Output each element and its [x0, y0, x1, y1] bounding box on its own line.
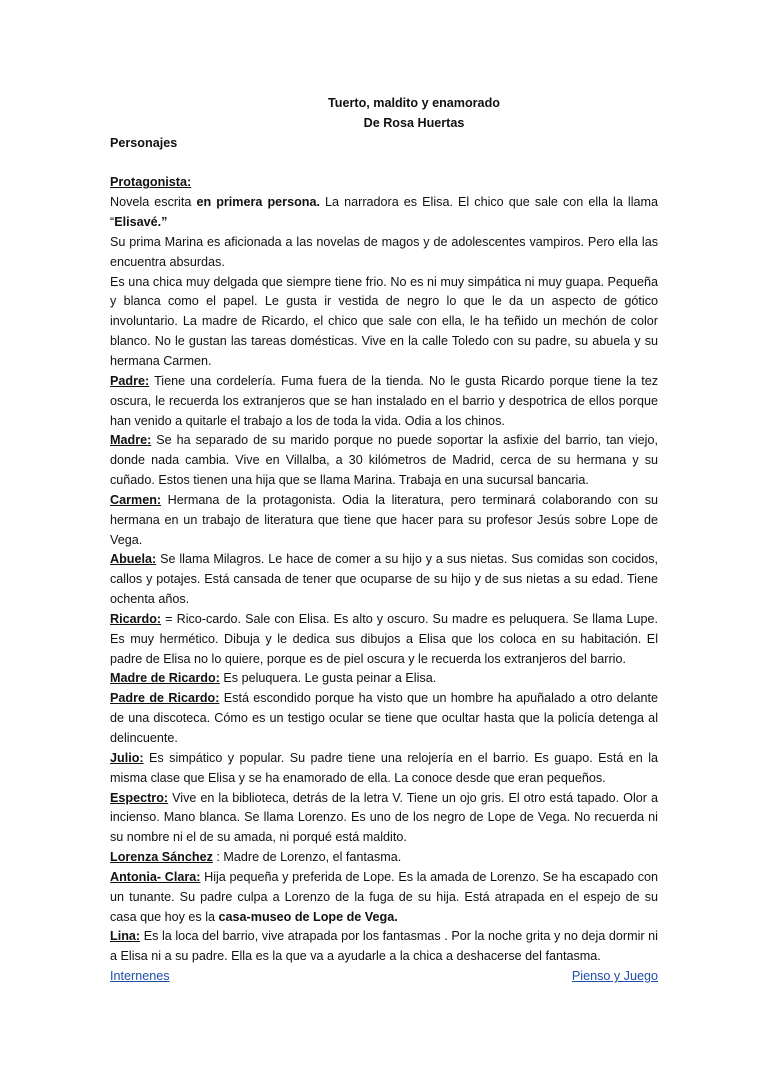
character-entry: Antonia- Clara: Hija pequeña y preferida de Lope. Es la amada de Lorenzo. Se ha escapado con un tunante. Su padre culpa a Lorenzo de la fuga de su hija. Está atrapada en el espejo de su casa que hoy es la casa-museo de Lope de Vega. — [110, 869, 659, 924]
character-entry: Lina: Es la loca del barrio, vive atrapada por los fantasmas . Por la noche grita y no deja dormir ni a Elisa ni a su padre. Ella es la que va a ayudarle a la chica a deshacerse del fantasma. — [110, 929, 658, 964]
paragraph: Su prima Marina es aficionada a las novelas de magos y de adolescentes vampiros. Pero ella las encuentra absurdas. — [110, 234, 658, 269]
internenes-link[interactable]: Internenes — [110, 969, 170, 984]
character-label: Protagonista: — [110, 175, 192, 190]
document-page — [110, 94, 658, 987]
section-heading: Personajes — [110, 135, 178, 150]
paragraph: Es una chica muy delgada que siempre tiene frio. No es ni muy simpática ni muy guapa. Pequeña y blanca como el papel. Le gusta ir vestida de negro lo que le da un aspecto de gótico involuntario. La madre de Ricardo, el chico que sale con ella, le ha teñido un mechón de color blanco. No le gustan las tareas domésticas. Vive en la calle Toledo con su padre, su abuela y su hermana Carmen. — [110, 274, 658, 368]
character-entry: Abuela: Se llama Milagros. Le hace de comer a su hijo y a sus nietas. Sus comidas son cocidos, callos y potajes. Está cansada de tener que ocuparse de su hijo y de sus nietas a su edad. Tiene ochenta años. — [110, 552, 658, 607]
character-entry: Julio: Es simpático y popular. Su padre tiene una relojería en el barrio. Es guapo. Está en la misma clase que Elisa y se ha enamorado de ella. La conoce desde que eran pequeños. — [110, 750, 658, 785]
pienso-y-juego-link[interactable]: Pienso y Juego — [571, 969, 658, 984]
character-entry: Espectro: Vive en la biblioteca, detrás de la letra V. Tiene un ojo gris. El otro está tapado. Olor a incienso. Mano blanca. Se llama Lorenzo. Es uno de los negro de Lope de Vega. No recuerda ni su nombre ni el de su amada, ni porqué está maldito. — [110, 790, 658, 845]
character-entry: Ricardo: = Rico-cardo. Sale con Elisa. Es alto y oscuro. Su madre es peluquera. Se llama Lupe. Es muy hermético. Dibuja y le dedica sus dibujos a Elisa que los coloca en su habitación. El padre de Elisa no lo quiere, porque es de piel oscura y le recuerda los extranjeros del barrio. — [110, 611, 658, 666]
footer — [110, 967, 658, 987]
spacer — [110, 154, 658, 174]
character-entry: Padre de Ricardo: Está escondido porque ha visto que un hombre ha apuñalado a otro delante de una discoteca. Cómo es un testigo ocular se tiene que ocultar hasta que la policía detenga al delincuente. — [110, 691, 658, 745]
book-author: De Rosa Huertas — [363, 115, 465, 130]
character-entry: Padre: Tiene una cordelería. Fuma fuera de la tienda. No le gusta Ricardo porque tiene la tez oscura, le recuerda los extranjeros que se han instalado en el barrio y despotrica de ellos porque han venido a quitarle el trabajo a los de toda la vida. Odia a los chinos. — [110, 373, 658, 428]
character-entry: Lorenza Sánchez : Madre de Lorenzo, el fantasma. — [110, 850, 402, 865]
protagonista-block: Protagonista: Novela escrita en primera persona. La narradora es Elisa. El chico que sale con ella la llama “Elisavé.” — [110, 175, 659, 230]
character-entry: Madre de Ricardo: Es peluquera. Le gusta peinar a Elisa. — [110, 671, 437, 686]
book-title: Tuerto, maldito y enamorado — [328, 96, 500, 110]
character-entry: Madre: Se ha separado de su marido porque no puede soportar la asfixie del barrio, tan viejo, donde nada cambia. Vive en Villalba, a 30 kilómetros de Madrid, cerca de su hermana y su cuñado. Estos tienen una hija que se llama Marina. Trabaja en una sucursal bancaria. — [110, 433, 658, 488]
character-entry: Carmen: Hermana de la protagonista. Odia la literatura, pero terminará colaborando con su hermana en un trabajo de literatura que tiene que hacer para su profesor Jesús sobre Lope de Vega. — [110, 492, 658, 547]
